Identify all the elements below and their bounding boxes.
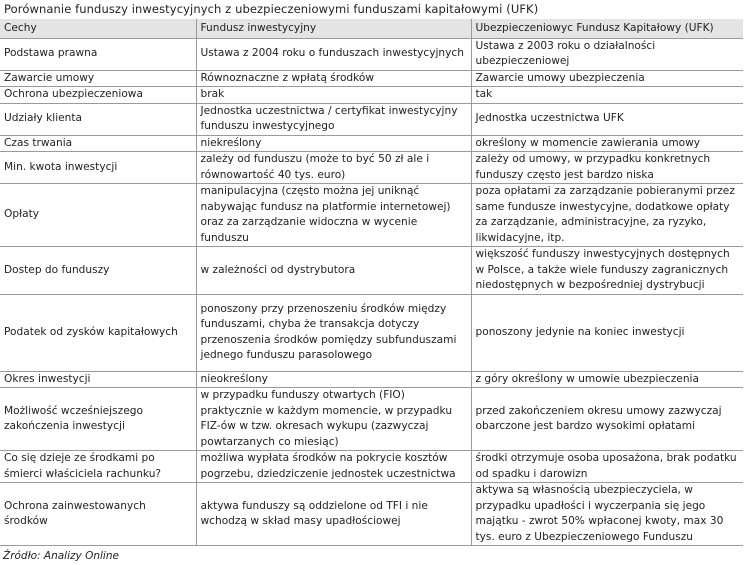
- cell-ufk: przed zakończeniem okresu umowy zazwyczaj obarczone jest bardzo wysokimi opłatami: [471, 388, 743, 451]
- table-row: [0, 70, 743, 87]
- cell-feature: Możliwość wcześniejszego zakończenia inwestycji: [0, 388, 196, 451]
- cell-feature: Okres inwestycji: [0, 371, 196, 388]
- table-title: Porównanie funduszy inwestycyjnych z ubezpieczeniowymi funduszami kapitałowymi (UFK): [4, 2, 539, 16]
- cell-fundusz-inwestycyjny: ponoszony przy przenoszeniu środków między funduszami, chyba że transakcja dotyczy przenoszenia środków pomiędzy subfunduszami jednego funduszu parasolowego: [196, 294, 471, 371]
- table-row: [0, 184, 743, 247]
- source-note: Źródło: Analizy Online: [3, 550, 119, 562]
- cell-fundusz-inwestycyjny: Równoznaczne z wpłatą środków: [196, 70, 471, 87]
- table-row: [0, 152, 743, 184]
- cell-fundusz-inwestycyjny: Jednostka uczestnictwa / certyfikat inwestycyjny funduszu inwestycyjnego: [196, 103, 471, 135]
- cell-feature: Czas trwania: [0, 135, 196, 152]
- cell-ufk: Jednostka uczestnictwa UFK: [471, 103, 743, 135]
- comparison-table: [0, 19, 743, 546]
- header-fundusz-inwestycyjny: Fundusz inwestycyjny: [196, 19, 471, 38]
- cell-fundusz-inwestycyjny: w przypadku funduszy otwartych (FIO) praktycznie w każdym momencie, w przypadku FIZ-ów w tzw. okresach wykupu (zazwyczaj powtarzanych co miesiąc): [196, 388, 471, 451]
- table-header-row: [0, 19, 743, 38]
- table-row: [0, 87, 743, 104]
- table-row: [0, 451, 743, 483]
- cell-ufk: większość funduszy inwestycyjnych dostępnych w Polsce, a także wiele funduszy zagranicznych niedostępnych w bezpośredniej dystrybucji: [471, 247, 743, 295]
- table-row: [0, 294, 743, 371]
- cell-feature: Min. kwota inwestycji: [0, 152, 196, 184]
- cell-ufk: Ustawa z 2003 roku o działalności ubezpieczeniowej: [471, 38, 743, 70]
- cell-feature: Opłaty: [0, 184, 196, 247]
- table-row: [0, 247, 743, 295]
- cell-fundusz-inwestycyjny: manipulacyjna (często można jej uniknąć nabywając fundusz na platformie internetowej) oraz za zarządzanie widoczna w wycenie funduszu: [196, 184, 471, 247]
- table-row: [0, 371, 743, 388]
- cell-ufk: z góry określony w umowie ubezpieczenia: [471, 371, 743, 388]
- cell-ufk: ponoszony jedynie na koniec inwestycji: [471, 294, 743, 371]
- cell-fundusz-inwestycyjny: brak: [196, 87, 471, 104]
- cell-fundusz-inwestycyjny: Ustawa z 2004 roku o funduszach inwestycyjnych: [196, 38, 471, 70]
- cell-ufk: zależy od umowy, w przypadku konkretnych funduszy często jest bardzo niska: [471, 152, 743, 184]
- cell-feature: Ochrona zainwestowanych środków: [0, 483, 196, 546]
- cell-ufk: środki otrzymuje osoba uposażona, brak podatku od spadku i darowizn: [471, 451, 743, 483]
- cell-fundusz-inwestycyjny: w zależności od dystrybutora: [196, 247, 471, 295]
- cell-fundusz-inwestycyjny: niekreślony: [196, 135, 471, 152]
- table-row: [0, 388, 743, 451]
- cell-fundusz-inwestycyjny: aktywa funduszy są oddzielone od TFI i nie wchodzą w skład masy upadłościowej: [196, 483, 471, 546]
- cell-feature: Zawarcie umowy: [0, 70, 196, 87]
- cell-feature: Podatek od zysków kapitałowych: [0, 294, 196, 371]
- header-cechy: Cechy: [0, 19, 196, 38]
- cell-feature: Co się dzieje ze środkami po śmierci właściciela rachunku?: [0, 451, 196, 483]
- cell-ufk: aktywa są własnością ubezpieczyciela, w przypadku upadłości i wyczerpania się jego majątku - zwrot 50% wpłaconej kwoty, max 30 tys. euro z Ubezpieczeniowego Funduszu: [471, 483, 743, 546]
- cell-ufk: poza opłatami za zarządzanie pobieranymi przez same fundusze inwestycyjne, dodatkowe opłaty za zarządzanie, administracyjne, za ryzyko, likwidacyjne, itp.: [471, 184, 743, 247]
- cell-feature: Ochrona ubezpieczeniowa: [0, 87, 196, 104]
- table-row: [0, 38, 743, 70]
- cell-ufk: Zawarcie umowy ubezpieczenia: [471, 70, 743, 87]
- cell-fundusz-inwestycyjny: nieokreślony: [196, 371, 471, 388]
- header-ufk: Ubezpieczeniowyc Fundusz Kapitałowy (UFK): [471, 19, 743, 38]
- table-row: [0, 483, 743, 546]
- cell-ufk: określony w momencie zawierania umowy: [471, 135, 743, 152]
- table-row: [0, 135, 743, 152]
- cell-feature: Udziały klienta: [0, 103, 196, 135]
- cell-feature: Podstawa prawna: [0, 38, 196, 70]
- table-row: [0, 103, 743, 135]
- cell-feature: Dostep do funduszy: [0, 247, 196, 295]
- cell-fundusz-inwestycyjny: możliwa wypłata środków na pokrycie kosztów pogrzebu, dziedziczenie jednostek uczestnictwa: [196, 451, 471, 483]
- cell-fundusz-inwestycyjny: zależy od funduszu (może to być 50 zł ale i równowartość 40 tys. euro): [196, 152, 471, 184]
- cell-ufk: tak: [471, 87, 743, 104]
